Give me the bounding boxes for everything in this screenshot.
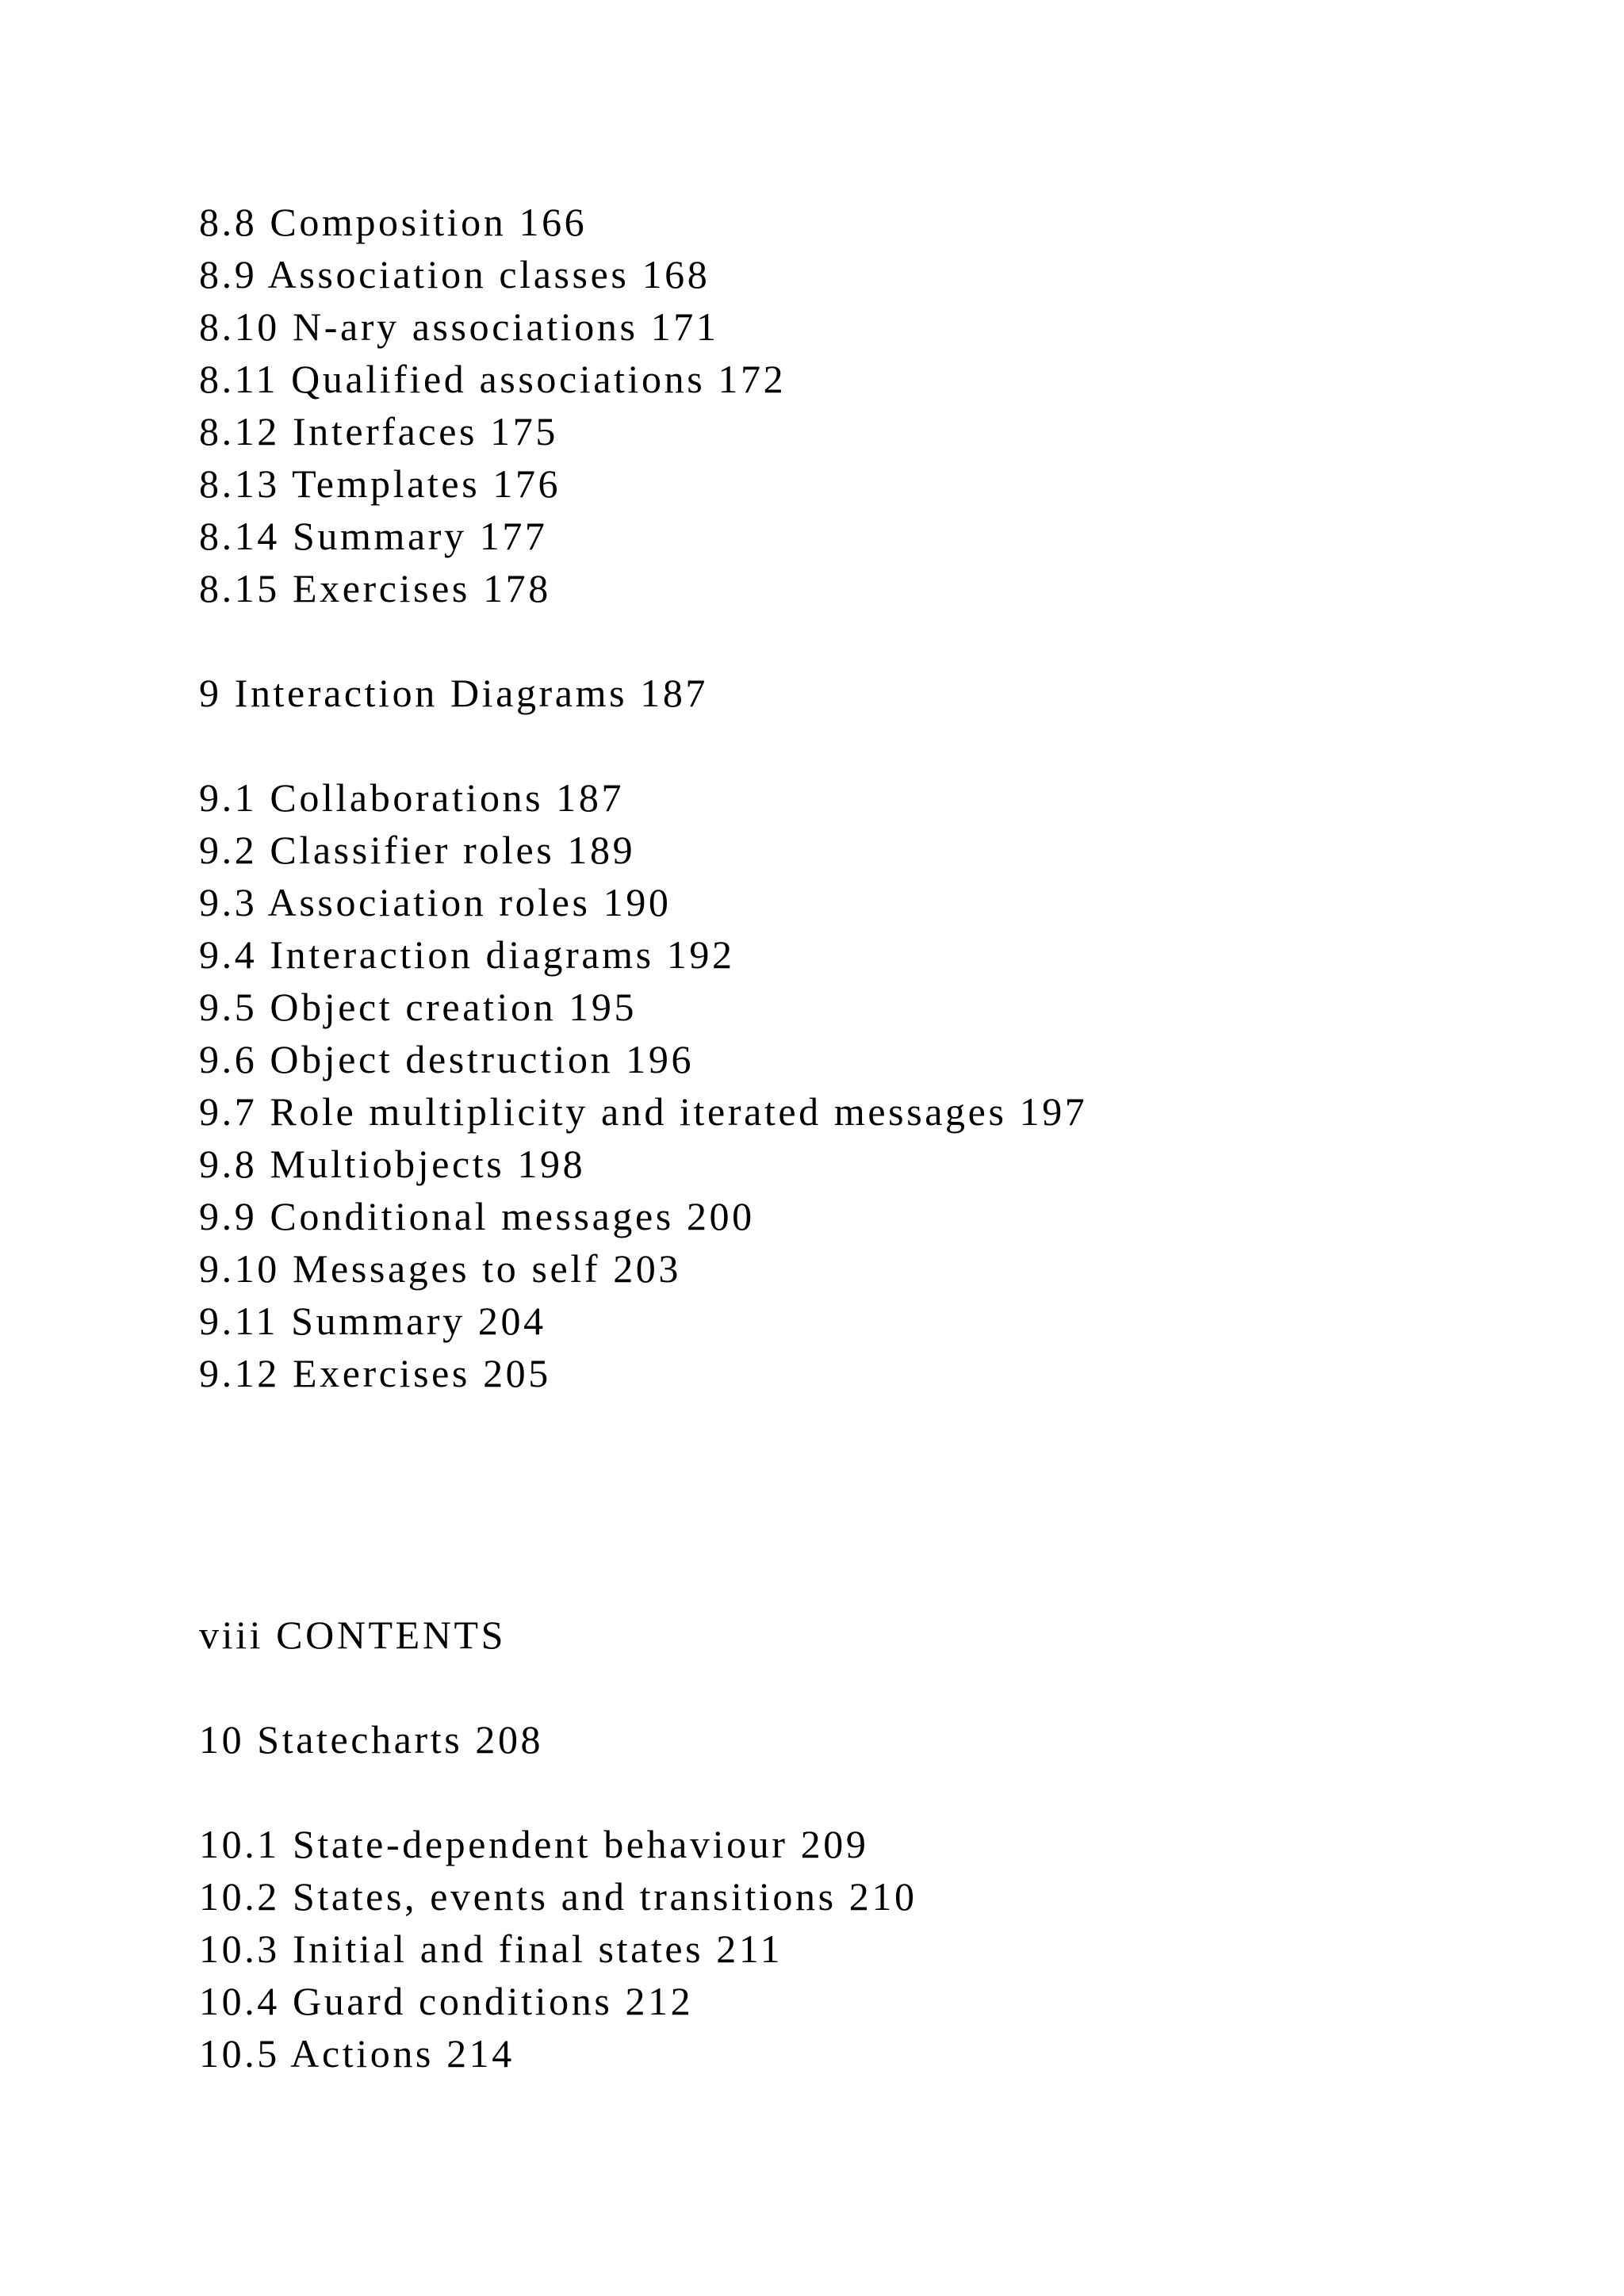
toc-entry: 9.12 Exercises 205 [199,1351,551,1395]
toc-entry: 9.9 Conditional messages 200 [199,1194,755,1238]
toc-entry: 9.10 Messages to self 203 [199,1246,681,1291]
toc-entry: 8.13 Templates 176 [199,461,561,506]
chapter-heading: 9 Interaction Diagrams 187 [199,671,709,715]
toc-entry: 8.8 Composition 166 [199,200,588,244]
toc-entry: 9.8 Multiobjects 198 [199,1142,586,1186]
toc-entry: 9.6 Object destruction 196 [199,1037,695,1081]
toc-entry: 10.2 States, events and transitions 210 [199,1874,917,1919]
toc-entry: 8.11 Qualified associations 172 [199,357,787,401]
toc-entry: 9.11 Summary 204 [199,1299,546,1343]
running-header: viii CONTENTS [199,1613,507,1657]
toc-entry: 9.4 Interaction diagrams 192 [199,932,735,977]
toc-entry: 10.1 State-dependent behaviour 209 [199,1822,869,1866]
toc-entry: 10.3 Initial and final states 211 [199,1927,783,1971]
toc-entry: 9.3 Association roles 190 [199,880,672,924]
toc-entry: 9.5 Object creation 195 [199,985,638,1029]
toc-entry: 9.7 Role multiplicity and iterated messages 197 [199,1089,1088,1134]
toc-entry: 8.10 N-ary associations 171 [199,304,719,349]
toc-entry: 8.12 Interfaces 175 [199,409,558,453]
toc-entry: 8.9 Association classes 168 [199,252,710,297]
chapter-heading: 10 Statecharts 208 [199,1717,544,1762]
toc-entry: 10.4 Guard conditions 212 [199,1979,694,2023]
toc-entry: 9.2 Classifier roles 189 [199,828,636,872]
toc-entry: 8.15 Exercises 178 [199,566,551,610]
toc-entry: 8.14 Summary 177 [199,514,548,558]
toc-entry: 10.5 Actions 214 [199,2031,515,2076]
toc-entry: 9.1 Collaborations 187 [199,775,625,820]
